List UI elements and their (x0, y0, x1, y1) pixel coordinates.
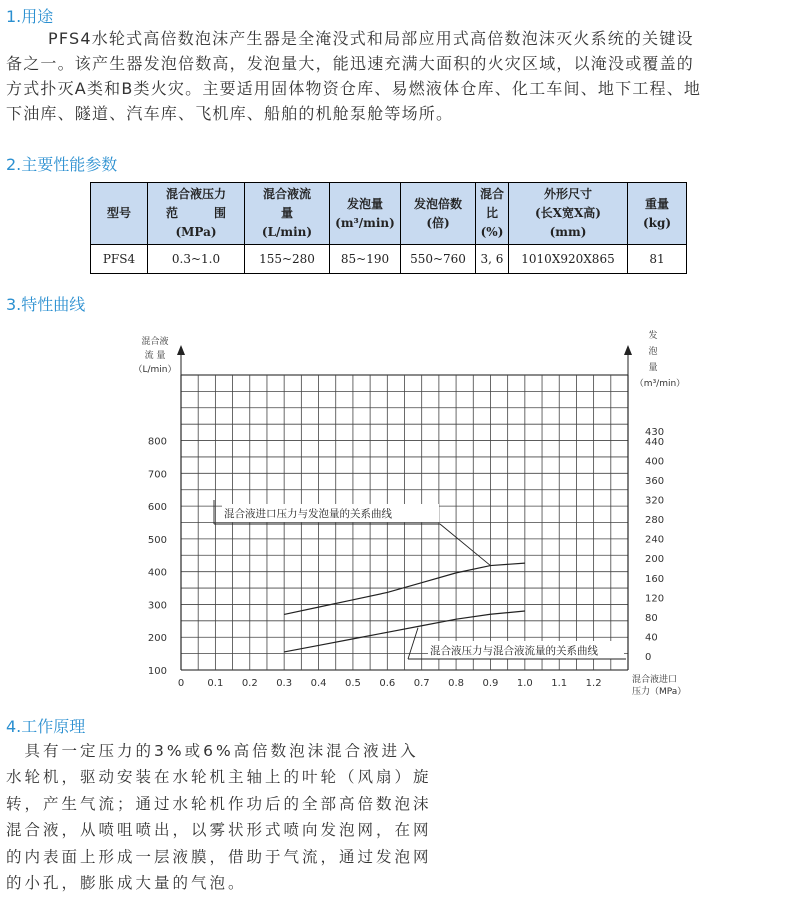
header-text: 发泡量 (346, 196, 383, 211)
cell-flow: 155~280 (245, 245, 330, 274)
left-axis-label: （L/min） (133, 365, 177, 375)
params-heading: 2.主要性能参数 (6, 155, 118, 174)
right-tick-label: 400 (645, 456, 665, 468)
principle-line: 转，产生气流；通过水轮机作功后的全部高倍数泡沫 (6, 794, 432, 813)
cell-ratio: 3, 6 (476, 245, 509, 274)
usage-line: 备之一。该产生器发泡倍数高，发泡量大，能迅速充满大面积的火灾区域，以淹没或覆盖的 (6, 54, 695, 73)
header-text: (长X宽X高) (535, 206, 601, 220)
right-tick-label: 240 (645, 534, 665, 546)
x-tick-label: 0.4 (310, 678, 327, 689)
x-tick-label: 0.9 (482, 678, 499, 689)
right-tick-label: 40 (645, 632, 658, 644)
cell-expansion: 550~760 (401, 245, 476, 274)
left-tick-label: 700 (147, 469, 167, 481)
params-table (90, 182, 687, 274)
usage-heading: 1.用途 (6, 7, 54, 26)
right-axis-label: 泡 (648, 347, 658, 357)
x-tick-label: 0.3 (276, 678, 293, 689)
header-foam (330, 183, 401, 245)
header-text: 混合液压力 (165, 187, 226, 201)
cell-weight: 81 (628, 245, 687, 274)
cell-pressure: 0.3~1.0 (148, 245, 245, 274)
header-text: 范 围 (165, 206, 226, 220)
header-text: (%) (480, 225, 504, 239)
header-text: (L/min) (261, 225, 313, 239)
x-axis-label: 压力（MPa） (632, 687, 687, 697)
principle-paragraph (6, 738, 432, 896)
principle-line: 的小孔，膨胀成大量的气泡。 (6, 874, 247, 893)
left-axis-label: 流 量 (144, 351, 166, 361)
left-tick-label: 100 (147, 666, 167, 677)
series-label: 混合液进口压力与发泡量的关系曲线 (224, 508, 392, 520)
characteristic-chart (0, 318, 811, 708)
x-tick-label: 0.6 (379, 678, 396, 689)
x-tick-label: 1.2 (585, 678, 602, 689)
chart-marks (133, 329, 686, 697)
right-tick-label: 120 (645, 593, 665, 605)
left-tick-label: 200 (147, 633, 167, 645)
right-axis-label: 量 (648, 363, 658, 373)
header-weight (628, 183, 687, 245)
left-tick-label: 600 (147, 502, 167, 514)
right-axis-label: 发 (648, 331, 658, 341)
left-tick-label: 500 (147, 534, 167, 546)
header-ratio (476, 183, 509, 245)
principle-line: 具有一定压力的3%或6%高倍数泡沫混合液进入 (6, 742, 419, 760)
x-tick-label: 0.1 (207, 678, 224, 689)
cell-foam: 85~190 (330, 245, 401, 274)
header-pressure (148, 183, 245, 245)
cell-model: PFS4 (91, 245, 148, 274)
usage-line: PFS4水轮式高倍数泡沫产生器是全淹没式和局部应用式高倍数泡沫灭火系统的关键设 (48, 29, 694, 48)
x-axis-label: 混合液进口 (632, 675, 678, 685)
params-data-row (91, 245, 687, 274)
principle-heading: 4.工作原理 (6, 717, 86, 736)
header-text: 外形尺寸 (543, 187, 592, 201)
header-text: 混合 (480, 187, 505, 201)
header-text: 量 (280, 206, 293, 220)
usage-line: 下油库、隧道、汽车库、飞机库、船舶的机舱泵舱等场所。 (6, 104, 454, 123)
curve-heading: 3.特性曲线 (6, 295, 86, 314)
x-tick-label: 0.7 (413, 678, 430, 689)
right-tick-label: 430 (645, 427, 665, 439)
usage-paragraph (6, 26, 701, 126)
right-tick-label: 440 (645, 436, 665, 448)
principle-line: 水轮机，驱动安装在水轮机主轴上的叶轮（风扇）旋 (6, 768, 432, 787)
header-dimensions (509, 183, 628, 245)
series-label: 混合液压力与混合液流量的关系曲线 (430, 645, 598, 657)
header-text: (MPa) (175, 225, 217, 239)
header-text: 型号 (106, 206, 131, 220)
params-header-row (91, 183, 687, 245)
left-tick-label: 400 (147, 567, 167, 579)
header-text: 混合液流 (262, 187, 311, 201)
left-axis-label: 混合液 (141, 337, 169, 347)
x-tick-label: 0.5 (344, 678, 361, 689)
right-tick-label: 280 (645, 515, 665, 527)
x-tick-label: 0.8 (448, 678, 465, 689)
x-tick-label: 1.0 (516, 678, 533, 689)
header-model (91, 183, 148, 245)
principle-line: 混合液，从喷咀喷出，以雾状形式喷向发泡网，在网 (6, 821, 432, 840)
header-text: 发泡倍数 (413, 196, 462, 211)
x-tick-label: 1.1 (551, 678, 568, 689)
principle-line: 的内表面上形成一层液膜，借助于气流，通过发泡网 (6, 847, 432, 866)
callout-line (440, 524, 490, 566)
right-tick-label: 360 (645, 476, 665, 487)
left-tick-label: 300 (147, 600, 167, 612)
usage-line: 方式扑灭A类和B类火灾。主要适用固体物资仓库、易燃液体仓库、化工车间、地下工程、地 (6, 79, 702, 98)
right-tick-label: 320 (645, 495, 665, 507)
x-tick-label: 0.2 (241, 678, 258, 689)
right-tick-label: 0 (645, 652, 652, 663)
header-text: 比 (485, 206, 498, 220)
cell-dimensions: 1010X920X865 (509, 245, 628, 274)
header-expansion (401, 183, 476, 245)
header-flow (245, 183, 330, 245)
header-text: (倍) (426, 215, 450, 230)
right-tick-label: 160 (645, 573, 665, 585)
callout-line (408, 628, 418, 659)
header-text: (mm) (549, 225, 587, 239)
right-axis-arrow (624, 345, 632, 355)
header-text: (m³/min) (335, 215, 395, 230)
right-tick-label: 80 (645, 612, 658, 624)
left-tick-label: 800 (147, 436, 167, 448)
header-text: 重量 (644, 196, 669, 211)
left-axis-arrow (177, 345, 185, 355)
right-tick-label: 200 (645, 554, 665, 566)
header-text: (kg) (642, 215, 672, 230)
right-axis-label: （m³/min） (634, 379, 686, 389)
x-tick-label: 0 (177, 678, 185, 689)
